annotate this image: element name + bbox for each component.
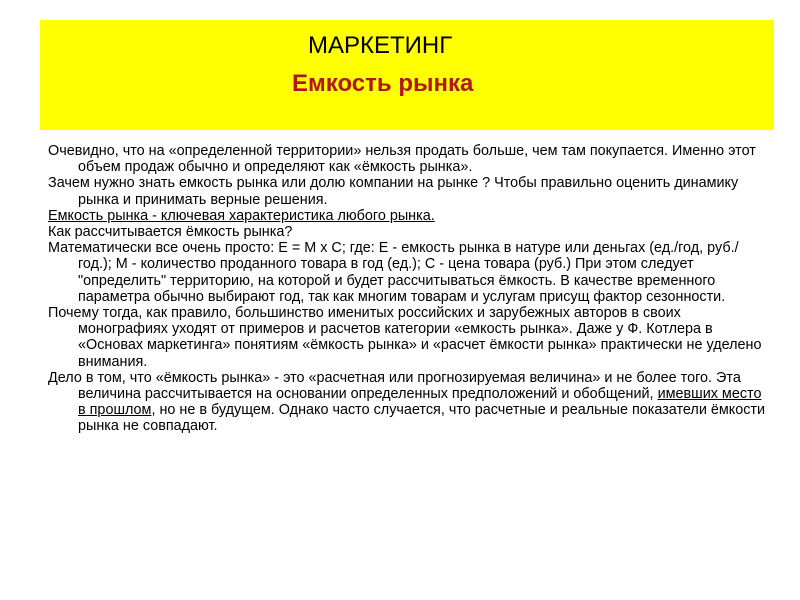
- slide-title: МАРКЕТИНГ: [308, 32, 453, 59]
- paragraph-6: Почему тогда, как правило, большинство именитых российских и зарубежных авторов в своих монографиях уходят от примеров и расчетов категории «емкость рынка». Даже у Ф. Котлера в «Основах маркетинга» понятиям «ёмкость рынка» и «расчет ёмкости рынка» практически не уделено внимания.: [48, 305, 762, 370]
- paragraph-7: [48, 370, 768, 435]
- paragraph-1: Очевидно, что на «определенной территории» нельзя продать больше, чем там покупается. Именно этот объем продаж обычно и определяют как «ёмкость рынка».: [48, 143, 756, 176]
- paragraph-3-key-statement: Емкость рынка - ключевая характеристика любого рынка.: [48, 207, 435, 224]
- paragraph-2: Зачем нужно знать емкость рынка или долю компании на рынке ? Чтобы правильно оценить динамику рынка и принимать верные решения.: [48, 175, 739, 208]
- slide-subtitle: Емкость рынка: [292, 70, 474, 97]
- paragraph-4-question: Как рассчитывается ёмкость рынка?: [48, 224, 293, 241]
- slide-body: [48, 143, 768, 435]
- paragraph-7-text-start: Дело в том, что «ёмкость рынка» - это «расчетная или прогнозируемая величина» и не более того. Эта величина рассчитывается на основании определенных предположений и обобщений,: [48, 369, 741, 403]
- paragraph-7-underlined-phrase: имевших место в прошлом: [78, 386, 762, 419]
- paragraph-5-formula: Математически все очень просто: Е = М х С; где: Е - емкость рынка в натуре или деньгах (ед./год, руб./год.); М - количество проданного товара в год (ед.); С - цена товара (руб.) При этом следует "определить" территорию, на которой и будет рассчитываться ёмкость. В качестве временного параметра обычно выбирают год, так как многим товарам и услугам присущ фактор сезонности.: [48, 240, 739, 305]
- paragraph-7-text-end: , но не в будущем. Однако часто случается, что расчетные и реальные показатели ёмкости рынка не совпадают.: [78, 402, 766, 435]
